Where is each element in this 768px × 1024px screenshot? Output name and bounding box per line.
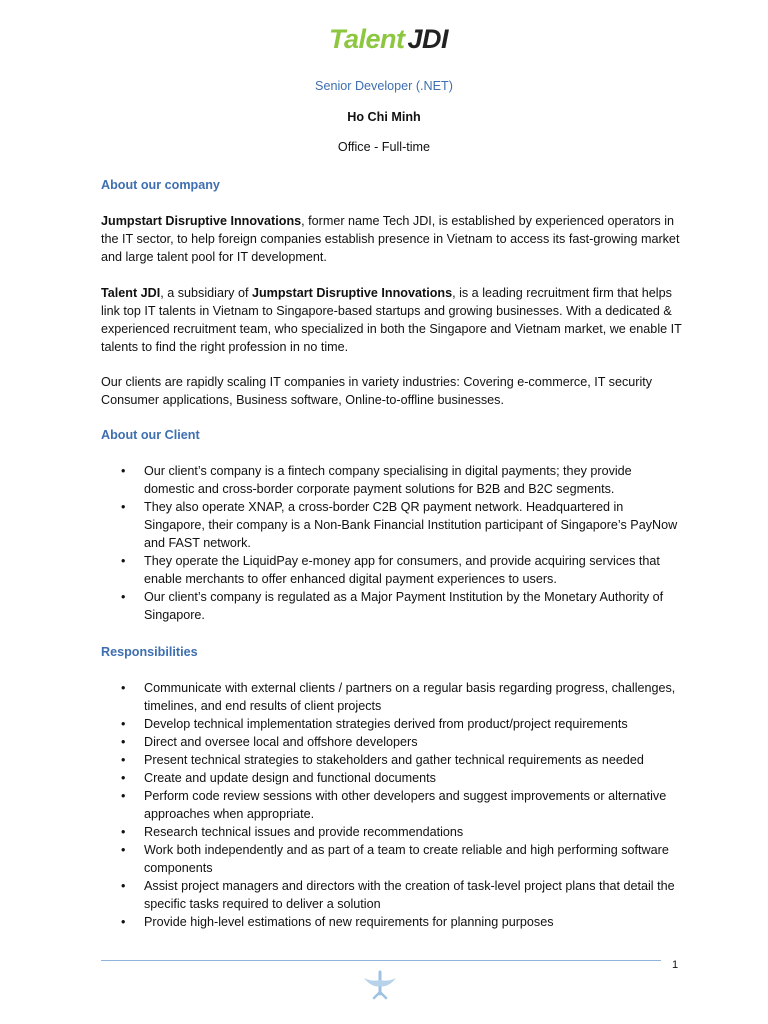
list-item: • Create and update design and functional documents <box>101 769 681 787</box>
logo-talent: Talent <box>329 24 405 54</box>
list-item: • Present technical strategies to stakeholders and gather technical requirements as needed <box>101 751 681 769</box>
list-item: • Work both independently and as part of a team to create reliable and high performing software components <box>101 841 681 877</box>
responsibilities-heading: Responsibilities <box>101 645 198 659</box>
about-company-paragraph-3: Our clients are rapidly scaling IT companies in variety industries: Covering e-commerce, IT security Consumer applications, Business software, Online-to-offline businesses. <box>101 375 653 407</box>
about-company-paragraph-1 <box>101 212 691 266</box>
list-item: • Communicate with external clients / partners on a regular basis regarding progress, challenges, timelines, and end results of client projects <box>101 679 681 715</box>
about-company-text-2b: , is a leading recruitment firm that helps link top IT talents in Vietnam to Singapore-based startups and growing businesses. With a dedicated & experienced recruitment team, who specialized in both the Singapore and Vietnam market, we enable IT talents to find the right profession in no time. <box>101 286 682 354</box>
responsibilities-list <box>101 679 681 931</box>
list-item: • Our client’s company is a fintech company specialising in digital payments; they provide domestic and cross-border corporate payment solutions for B2B and B2C segments. <box>101 462 681 498</box>
job-location: Ho Chi Minh <box>347 110 421 124</box>
list-item: • Assist project managers and directors with the creation of task-level project plans that detail the specific tasks required to deliver a solution <box>101 877 681 913</box>
talent-jdi-bold: Talent JDI <box>101 286 161 300</box>
job-work-type: Office - Full-time <box>337 140 431 154</box>
logo-jdi: JDI <box>407 24 449 54</box>
company-name-bold: Jumpstart Disruptive Innovations <box>101 214 302 228</box>
about-client-heading: About our Client <box>101 428 200 442</box>
logo-text <box>329 22 448 56</box>
job-title: Senior Developer (.NET) <box>315 79 453 93</box>
list-item: • They also operate XNAP, a cross-border C2B QR payment network. Headquartered in Singapore, their company is a Non-Bank Financial Institution participant of Singapore’s PayNow and FAST network. <box>101 498 681 552</box>
page-number: 1 <box>672 959 679 971</box>
list-item: • Our client’s company is regulated as a Major Payment Institution by the Monetary Authority of Singapore. <box>101 588 681 624</box>
parent-company-bold: Jumpstart Disruptive Innovations <box>251 286 453 300</box>
list-item: • Perform code review sessions with other developers and suggest improvements or alternative approaches when appropriate. <box>101 787 681 823</box>
about-company-paragraph-2 <box>101 284 691 356</box>
about-company-heading: About our company <box>101 178 220 192</box>
about-company-text-1: , former name Tech JDI, is established by experienced operators in the IT sector, to help foreign companies establish presence in Vietnam to access its fast-growing market and large talent pool for IT development. <box>101 214 680 264</box>
footer-bird-icon <box>360 968 400 1002</box>
list-item: • Research technical issues and provide recommendations <box>101 823 681 841</box>
footer-divider <box>101 960 661 961</box>
client-list <box>101 462 681 624</box>
list-item: • Develop technical implementation strategies derived from product/project requirements <box>101 715 681 733</box>
about-company-text-2a: , a subsidiary of <box>160 286 252 300</box>
list-item: • Provide high-level estimations of new requirements for planning purposes <box>101 913 681 931</box>
list-item: • Direct and oversee local and offshore developers <box>101 733 681 751</box>
list-item: • They operate the LiquidPay e-money app for consumers, and provide acquiring services that enable merchants to offer enhanced digital payment experiences to users. <box>101 552 681 588</box>
